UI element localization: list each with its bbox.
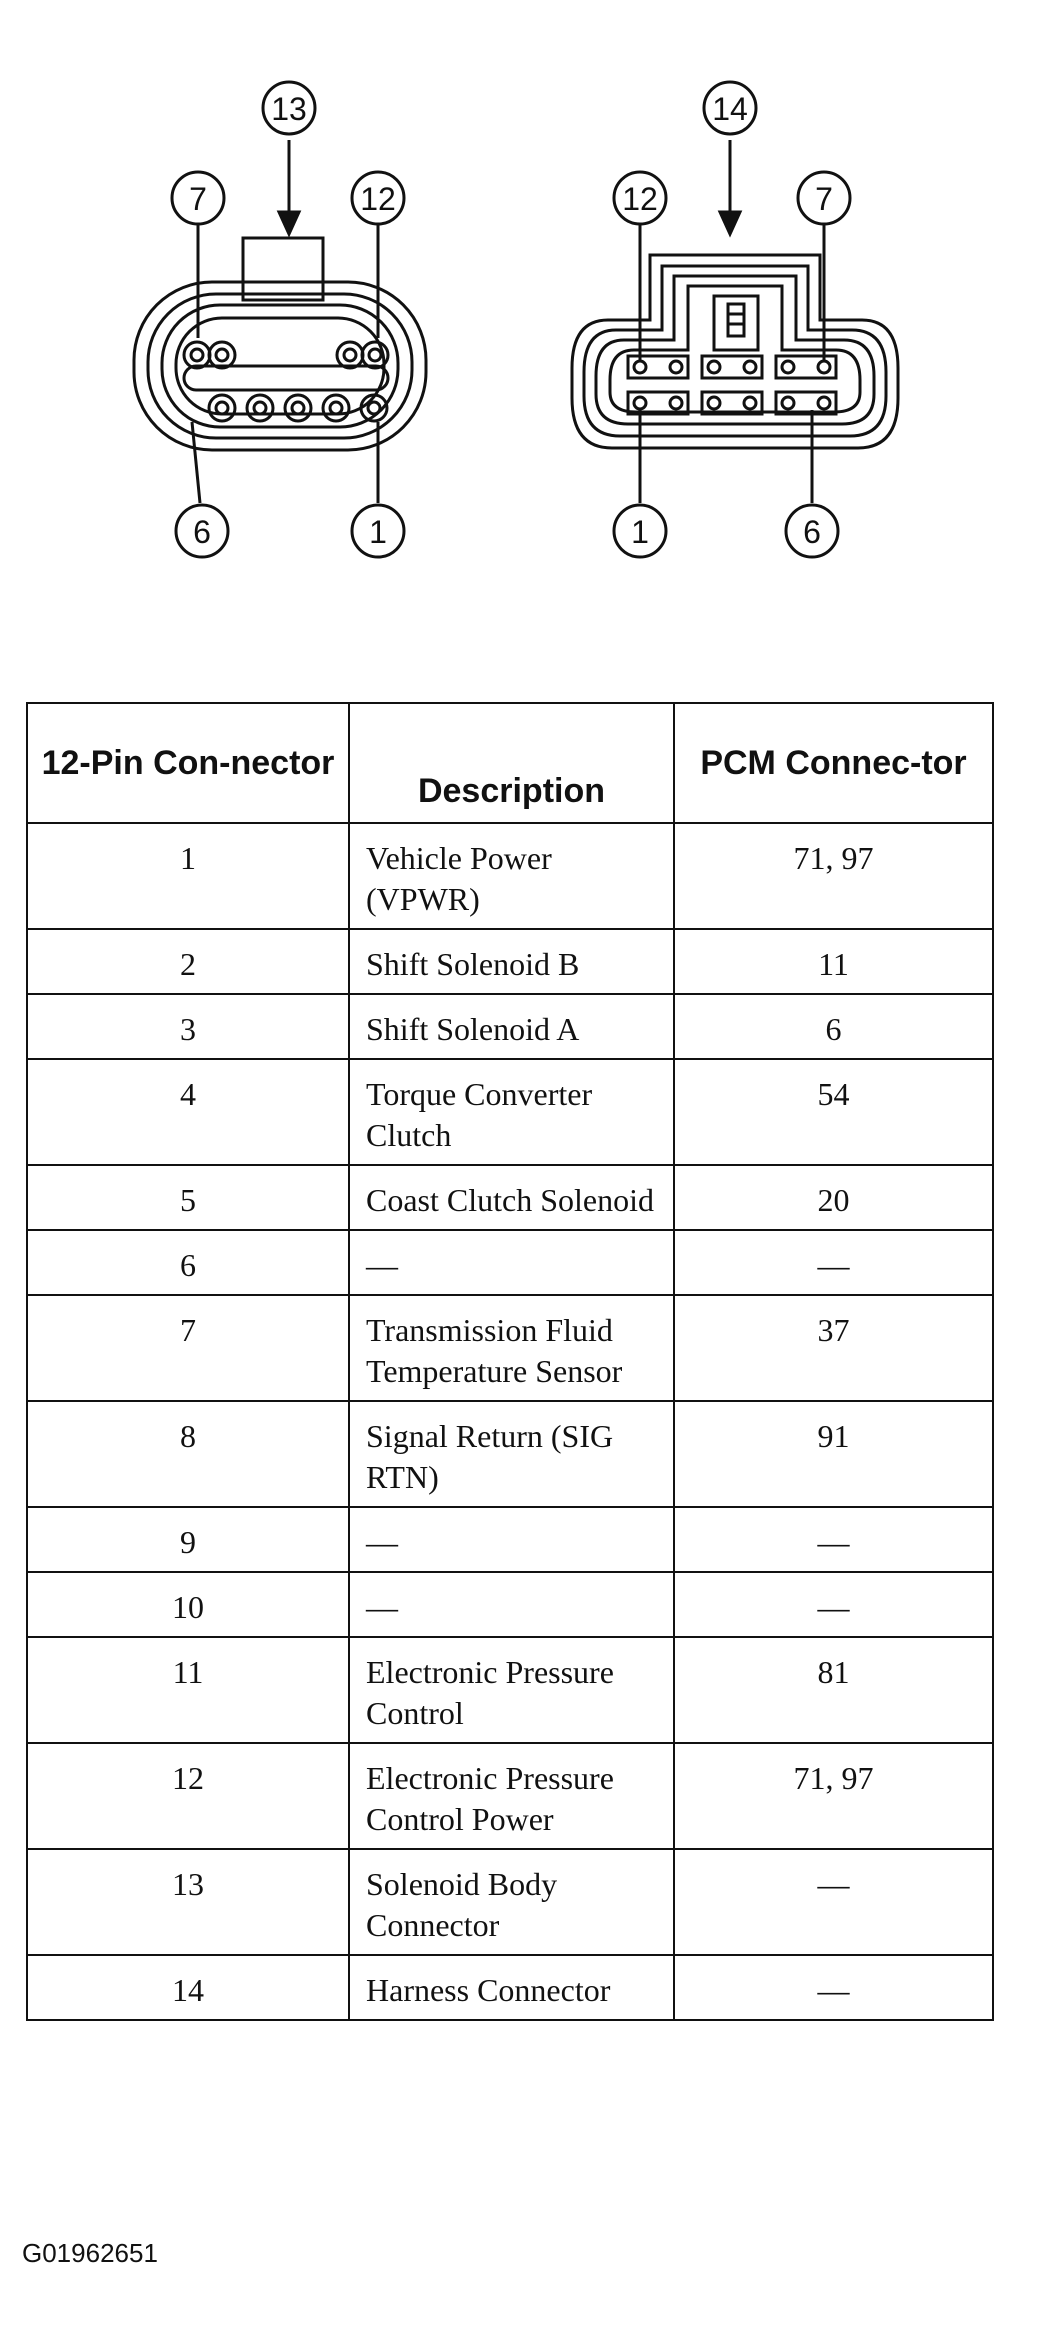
pin-cell: 14	[27, 1955, 349, 2020]
table-row	[27, 1507, 993, 1572]
table-row	[27, 1165, 993, 1230]
left-connector-top-right-label: 12	[360, 181, 396, 217]
right-connector-bottom-right-label: 6	[803, 514, 821, 550]
right-connector-bottom-left-label: 1	[631, 514, 649, 550]
pin-cell: 2	[27, 929, 349, 994]
description-cell: —	[349, 1230, 674, 1295]
left-connector	[134, 82, 426, 557]
pin-cell: 11	[27, 1637, 349, 1743]
pcm-cell: 6	[674, 994, 993, 1059]
left-connector-tab	[243, 238, 323, 300]
table-row	[27, 1401, 993, 1507]
pcm-cell: 54	[674, 1059, 993, 1165]
description-cell: Coast Clutch Solenoid	[349, 1165, 674, 1230]
pcm-cell: 71, 97	[674, 823, 993, 929]
pin-cell: 10	[27, 1572, 349, 1637]
left-pin-row-bottom	[209, 395, 387, 421]
header-pin: 12-Pin Con-nector	[27, 703, 349, 823]
left-connector-bottom-right-label: 1	[369, 514, 387, 550]
pcm-cell: 11	[674, 929, 993, 994]
pin-cell: 4	[27, 1059, 349, 1165]
description-cell: Torque Converter Clutch	[349, 1059, 674, 1165]
description-cell: Vehicle Power (VPWR)	[349, 823, 674, 929]
pin-cell: 9	[27, 1507, 349, 1572]
description-cell: Harness Connector	[349, 1955, 674, 2020]
description-cell: Shift Solenoid B	[349, 929, 674, 994]
pin-cell: 13	[27, 1849, 349, 1955]
table-row	[27, 1849, 993, 1955]
pcm-cell: —	[674, 1230, 993, 1295]
header-description: Description	[349, 703, 674, 823]
header-pcm: PCM Connec-tor	[674, 703, 993, 823]
pin-cell: 12	[27, 1743, 349, 1849]
description-cell: Electronic Pressure Control	[349, 1637, 674, 1743]
right-connector-top-left-label: 12	[622, 181, 658, 217]
left-pin-row-top	[184, 342, 388, 368]
connector-diagram	[0, 0, 1044, 640]
pin-cell: 3	[27, 994, 349, 1059]
right-connector-arrow-label: 14	[712, 91, 748, 127]
pcm-cell: —	[674, 1572, 993, 1637]
table-row	[27, 1230, 993, 1295]
pcm-cell: 37	[674, 1295, 993, 1401]
pcm-cell: 81	[674, 1637, 993, 1743]
table-row	[27, 1295, 993, 1401]
right-connector	[572, 82, 898, 557]
table-row	[27, 1572, 993, 1637]
pcm-cell: 91	[674, 1401, 993, 1507]
description-cell: Signal Return (SIG RTN)	[349, 1401, 674, 1507]
table-row	[27, 1955, 993, 2020]
right-connector-top-right-label: 7	[815, 181, 833, 217]
pcm-cell: —	[674, 1955, 993, 2020]
pin-cell: 6	[27, 1230, 349, 1295]
left-connector-top-left-label: 7	[189, 181, 207, 217]
left-connector-arrow-label: 13	[271, 91, 307, 127]
table-row	[27, 929, 993, 994]
description-cell: Transmission Fluid Temperature Sensor	[349, 1295, 674, 1401]
pin-cell: 7	[27, 1295, 349, 1401]
left-connector-bottom-left-label: 6	[193, 514, 211, 550]
pin-cell: 8	[27, 1401, 349, 1507]
description-cell: Electronic Pressure Control Power	[349, 1743, 674, 1849]
pcm-cell: —	[674, 1507, 993, 1572]
pcm-cell: —	[674, 1849, 993, 1955]
pcm-cell: 71, 97	[674, 1743, 993, 1849]
right-pin-cavities	[628, 356, 836, 414]
table-row	[27, 1637, 993, 1743]
table-header-row	[27, 703, 993, 823]
table-row	[27, 994, 993, 1059]
pcm-cell: 20	[674, 1165, 993, 1230]
pin-cell: 1	[27, 823, 349, 929]
description-cell: Shift Solenoid A	[349, 994, 674, 1059]
description-cell: Solenoid Body Connector	[349, 1849, 674, 1955]
pin-table	[26, 702, 994, 2021]
figure-id: G01962651	[22, 2238, 158, 2268]
description-cell: —	[349, 1507, 674, 1572]
description-cell: —	[349, 1572, 674, 1637]
table-row	[27, 1743, 993, 1849]
table-row	[27, 823, 993, 929]
table-row	[27, 1059, 993, 1165]
pin-cell: 5	[27, 1165, 349, 1230]
